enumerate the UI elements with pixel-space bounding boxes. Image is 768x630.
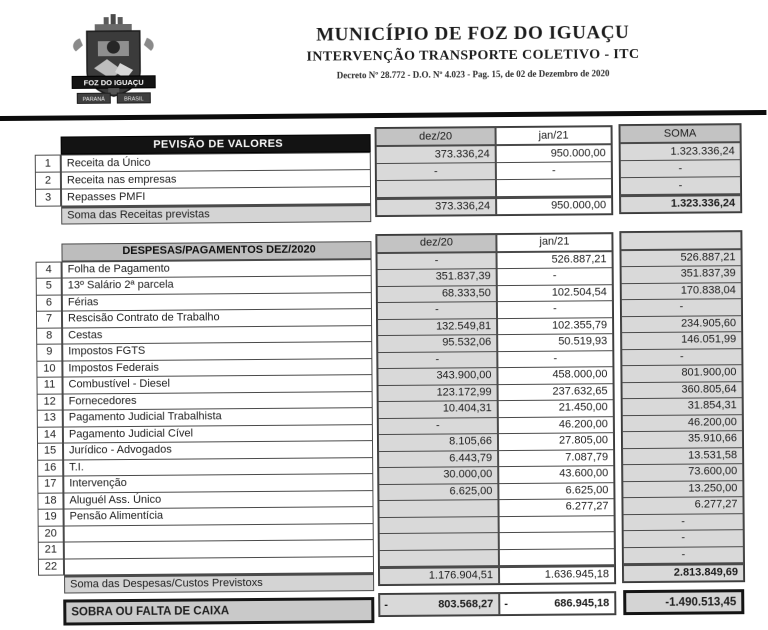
- revenue-values-total-row: [376, 196, 612, 216]
- column-header-dez20: dez/20: [376, 127, 496, 146]
- row-number: 5: [36, 278, 62, 296]
- table-row: [620, 159, 741, 178]
- soma-value: 46.200,00: [622, 414, 743, 432]
- row-number: 7: [36, 311, 62, 329]
- jan-21-value: 50.519,93: [497, 333, 613, 351]
- soma-value: 526.887,21: [620, 249, 741, 267]
- column-header-jan21: jan/21: [496, 126, 612, 145]
- row-number: 3: [35, 189, 61, 207]
- dez-20-value: -: [377, 252, 497, 270]
- soma-value: 146.051,99: [621, 331, 742, 349]
- jan-21-value: 102.355,79: [497, 317, 613, 335]
- row-number: 10: [36, 360, 62, 378]
- document-title: MUNICÍPIO DE FOZ DO IGUAÇU: [316, 22, 630, 46]
- jan-21-value: 950.000,00: [496, 144, 612, 163]
- dez-20-value: 6.443,79: [378, 450, 498, 468]
- soma-header-empty: [620, 231, 741, 249]
- soma-value: 6.277,27: [622, 496, 743, 514]
- logo-banner-text: FOZ DO IGUAÇU: [83, 77, 144, 88]
- revenue-soma-total-row: [620, 194, 741, 213]
- table-row: [620, 176, 741, 195]
- row-label: Impostos Federais: [62, 358, 372, 378]
- dez-20-value: -: [377, 301, 497, 319]
- row-number: 17: [37, 476, 63, 494]
- row-number: 19: [38, 509, 64, 527]
- expense-soma-total-row: [623, 563, 744, 581]
- spacer-cell: [38, 576, 64, 594]
- expense-dez-total: 1.176.904,51: [379, 566, 499, 584]
- jan-21-value: [499, 548, 615, 566]
- soma-value: -: [623, 546, 744, 564]
- soma-value: 1.323.336,24: [620, 142, 741, 161]
- jan-21-value: 27.805,00: [498, 432, 614, 450]
- soma-value: -: [620, 176, 741, 195]
- jan-21-value: 526.887,21: [497, 251, 613, 269]
- dez-20-value: -: [377, 351, 497, 369]
- dez-20-value: 68.333,50: [377, 285, 497, 303]
- table-row: [620, 142, 741, 161]
- row-number: 4: [36, 261, 62, 279]
- row-label: Repasses PMFI: [61, 186, 371, 206]
- cash-balance-values: [379, 592, 615, 616]
- jan-21-value: -: [497, 300, 613, 318]
- expense-label-rows: [36, 259, 374, 576]
- row-label: Cestas: [62, 325, 372, 345]
- dez-20-value: 123.172,99: [378, 384, 498, 402]
- jan-21-value: 102.504,54: [497, 284, 613, 302]
- expense-value-rows: [377, 251, 615, 567]
- jan-21-value: 458.000,00: [497, 366, 613, 384]
- expense-values-table: [376, 233, 615, 584]
- dez-20-value: 6.625,00: [378, 483, 498, 501]
- row-number: 21: [38, 542, 64, 560]
- row-number: 6: [36, 294, 62, 312]
- row-number: 15: [37, 443, 63, 461]
- row-label: Fornecedores: [63, 391, 373, 411]
- jan-21-value: 43.600,00: [498, 465, 614, 483]
- expense-total-label: Soma das Despesas/Custos Previstoxs: [64, 573, 374, 593]
- logo-ribbon-left-text: PARANÁ: [82, 96, 105, 103]
- soma-value: 170.838,04: [621, 282, 742, 300]
- revenue-label-rows: [35, 152, 371, 207]
- dez-20-value: 132.549,81: [377, 318, 497, 336]
- row-label: Intervenção: [63, 473, 373, 493]
- soma-value: -: [621, 348, 742, 366]
- cash-dez-value: 803.568,27: [438, 597, 494, 611]
- cash-jan-cell: [499, 592, 615, 615]
- jan-21-value: -: [496, 161, 612, 180]
- municipal-coat-of-arms: [64, 14, 164, 122]
- table-row: [623, 546, 744, 564]
- table-row: [379, 548, 615, 567]
- revenue-soma-total: 1.323.336,24: [620, 194, 741, 213]
- table-header-row: [620, 124, 741, 143]
- revenue-soma-table: [620, 124, 742, 213]
- soma-value: 73.600,00: [622, 463, 743, 481]
- row-label: Impostos FGTS: [62, 341, 372, 361]
- row-label: Jurídico - Advogados: [63, 440, 373, 460]
- soma-value: 360.805,64: [622, 381, 743, 399]
- jan-21-value: 6.625,00: [498, 482, 614, 500]
- revenue-values-table: [376, 126, 613, 216]
- spacer-cell: [35, 207, 61, 225]
- row-number: 12: [37, 393, 63, 411]
- dez-20-value: 30.000,00: [378, 466, 498, 484]
- cash-dez-cell: [379, 593, 499, 616]
- expense-values-total-row: [379, 565, 615, 584]
- soma-value: 13.531,58: [622, 447, 743, 465]
- dez-20-value: -: [378, 417, 498, 435]
- jan-21-value: -: [497, 350, 613, 368]
- jan-21-value: 7.087,79: [498, 449, 614, 467]
- revenue-label-table: [35, 134, 372, 225]
- table-row: [376, 178, 612, 198]
- coat-of-arms-icon: [64, 14, 164, 117]
- row-label: Combustível - Diesel: [62, 374, 372, 394]
- revenue-value-rows: [376, 144, 612, 198]
- row-label: 13º Salário 2ª parcela: [62, 275, 372, 295]
- dez-20-value: 351.837,39: [377, 268, 497, 286]
- dez-20-value: 373.336,24: [376, 145, 496, 164]
- revenue-dez-total: 373.336,24: [376, 197, 496, 216]
- soma-value: 801.900,00: [621, 364, 742, 382]
- row-label: Rescisão Contrato de Trabalho: [62, 308, 372, 328]
- jan-21-value: -: [497, 267, 613, 285]
- jan-21-value: 46.200,00: [498, 416, 614, 434]
- jan-21-value: 6.277,27: [498, 498, 614, 516]
- row-label: Pagamento Judicial Cível: [63, 424, 373, 444]
- row-number: 8: [36, 327, 62, 345]
- row-label: Pagamento Judicial Trabalhista: [63, 407, 373, 427]
- row-label: Férias: [62, 292, 372, 312]
- revenue-total-row: [35, 204, 371, 225]
- soma-value: 234.905,60: [621, 315, 742, 333]
- expense-soma-total: 2.813.849,69: [623, 563, 744, 581]
- row-label: T.I.: [63, 457, 373, 477]
- expense-label-table: [35, 241, 374, 593]
- row-label: Receita nas empresas: [61, 169, 371, 189]
- row-label: Aluguél Ass. Único: [63, 490, 373, 510]
- table-header-row: [376, 126, 612, 146]
- spacer-cell: [35, 137, 61, 155]
- table-header-row: [620, 231, 741, 249]
- expense-total-row: [38, 573, 374, 593]
- cash-jan-value: 686.945,18: [554, 596, 610, 610]
- cash-balance-row: [379, 592, 615, 616]
- document-header: [183, 21, 763, 82]
- revenue-total-label: Soma das Receitas previstas: [61, 204, 371, 224]
- spacer-cell: [35, 244, 61, 262]
- row-number: 11: [36, 377, 62, 395]
- soma-value: -: [621, 298, 742, 316]
- row-number: 9: [36, 344, 62, 362]
- expense-soma-rows: [620, 249, 743, 564]
- cash-soma-total: -1.490.513,45: [623, 589, 744, 615]
- row-number: 22: [38, 558, 64, 576]
- row-number: 13: [37, 410, 63, 428]
- column-header-soma: SOMA: [620, 124, 741, 143]
- jan-21-value: 237.632,65: [498, 383, 614, 401]
- dez-20-value: [376, 179, 496, 198]
- soma-value: -: [623, 529, 744, 547]
- negative-sign: -: [384, 598, 388, 611]
- dez-20-value: -: [376, 162, 496, 181]
- dez-20-value: 8.105,66: [378, 433, 498, 451]
- soma-value: 35.910,66: [622, 430, 743, 448]
- dez-20-value: 10.404,31: [378, 400, 498, 418]
- jan-21-value: 21.450,00: [498, 399, 614, 417]
- revenue-jan-total: 950.000,00: [496, 196, 612, 215]
- expense-jan-total: 1.636.945,18: [499, 565, 615, 583]
- table-header-row: [376, 233, 612, 252]
- dez-20-value: [379, 549, 499, 567]
- column-header-jan21: jan/21: [496, 233, 612, 251]
- document-subtitle: INTERVENÇÃO TRANSPORTE COLETIVO - ITC: [306, 46, 640, 65]
- logo-ribbon-right-text: BRASIL: [123, 96, 144, 103]
- row-label: Pensão Alimentícia: [64, 506, 374, 526]
- row-number: 20: [38, 525, 64, 543]
- row-label: Folha de Pagamento: [62, 259, 372, 279]
- row-number: 14: [37, 426, 63, 444]
- jan-21-value: [496, 178, 612, 197]
- revenue-table-title: PEVISÃO DE VALORES: [61, 134, 371, 154]
- row-number: 18: [37, 492, 63, 510]
- soma-value: 13.250,00: [622, 480, 743, 498]
- dez-20-value: 343.900,00: [377, 367, 497, 385]
- soma-value: 31.854,31: [622, 397, 743, 415]
- cash-balance-label: SOBRA OU FALTA DE CAIXA: [63, 597, 374, 625]
- expense-soma-table: [620, 231, 744, 581]
- soma-value: -: [623, 513, 744, 531]
- row-number: 16: [37, 459, 63, 477]
- negative-sign: -: [504, 597, 508, 610]
- revenue-soma-rows: [620, 142, 741, 195]
- dez-20-value: 95.532,06: [377, 334, 497, 352]
- soma-value: -: [620, 159, 741, 178]
- row-label: Receita da Único: [61, 152, 371, 172]
- decree-reference: Decreto Nº 28.772 - D.O. Nº 4.023 - Pag. 15, de 02 de Dezembro de 2020: [336, 68, 610, 81]
- column-header-dez20: dez/20: [376, 234, 496, 252]
- row-number: 1: [35, 155, 61, 173]
- row-number: 2: [35, 172, 61, 190]
- soma-value: 351.837,39: [621, 265, 742, 283]
- expense-table-title: DESPESAS/PAGAMENTOS DEZ/2020: [61, 241, 371, 261]
